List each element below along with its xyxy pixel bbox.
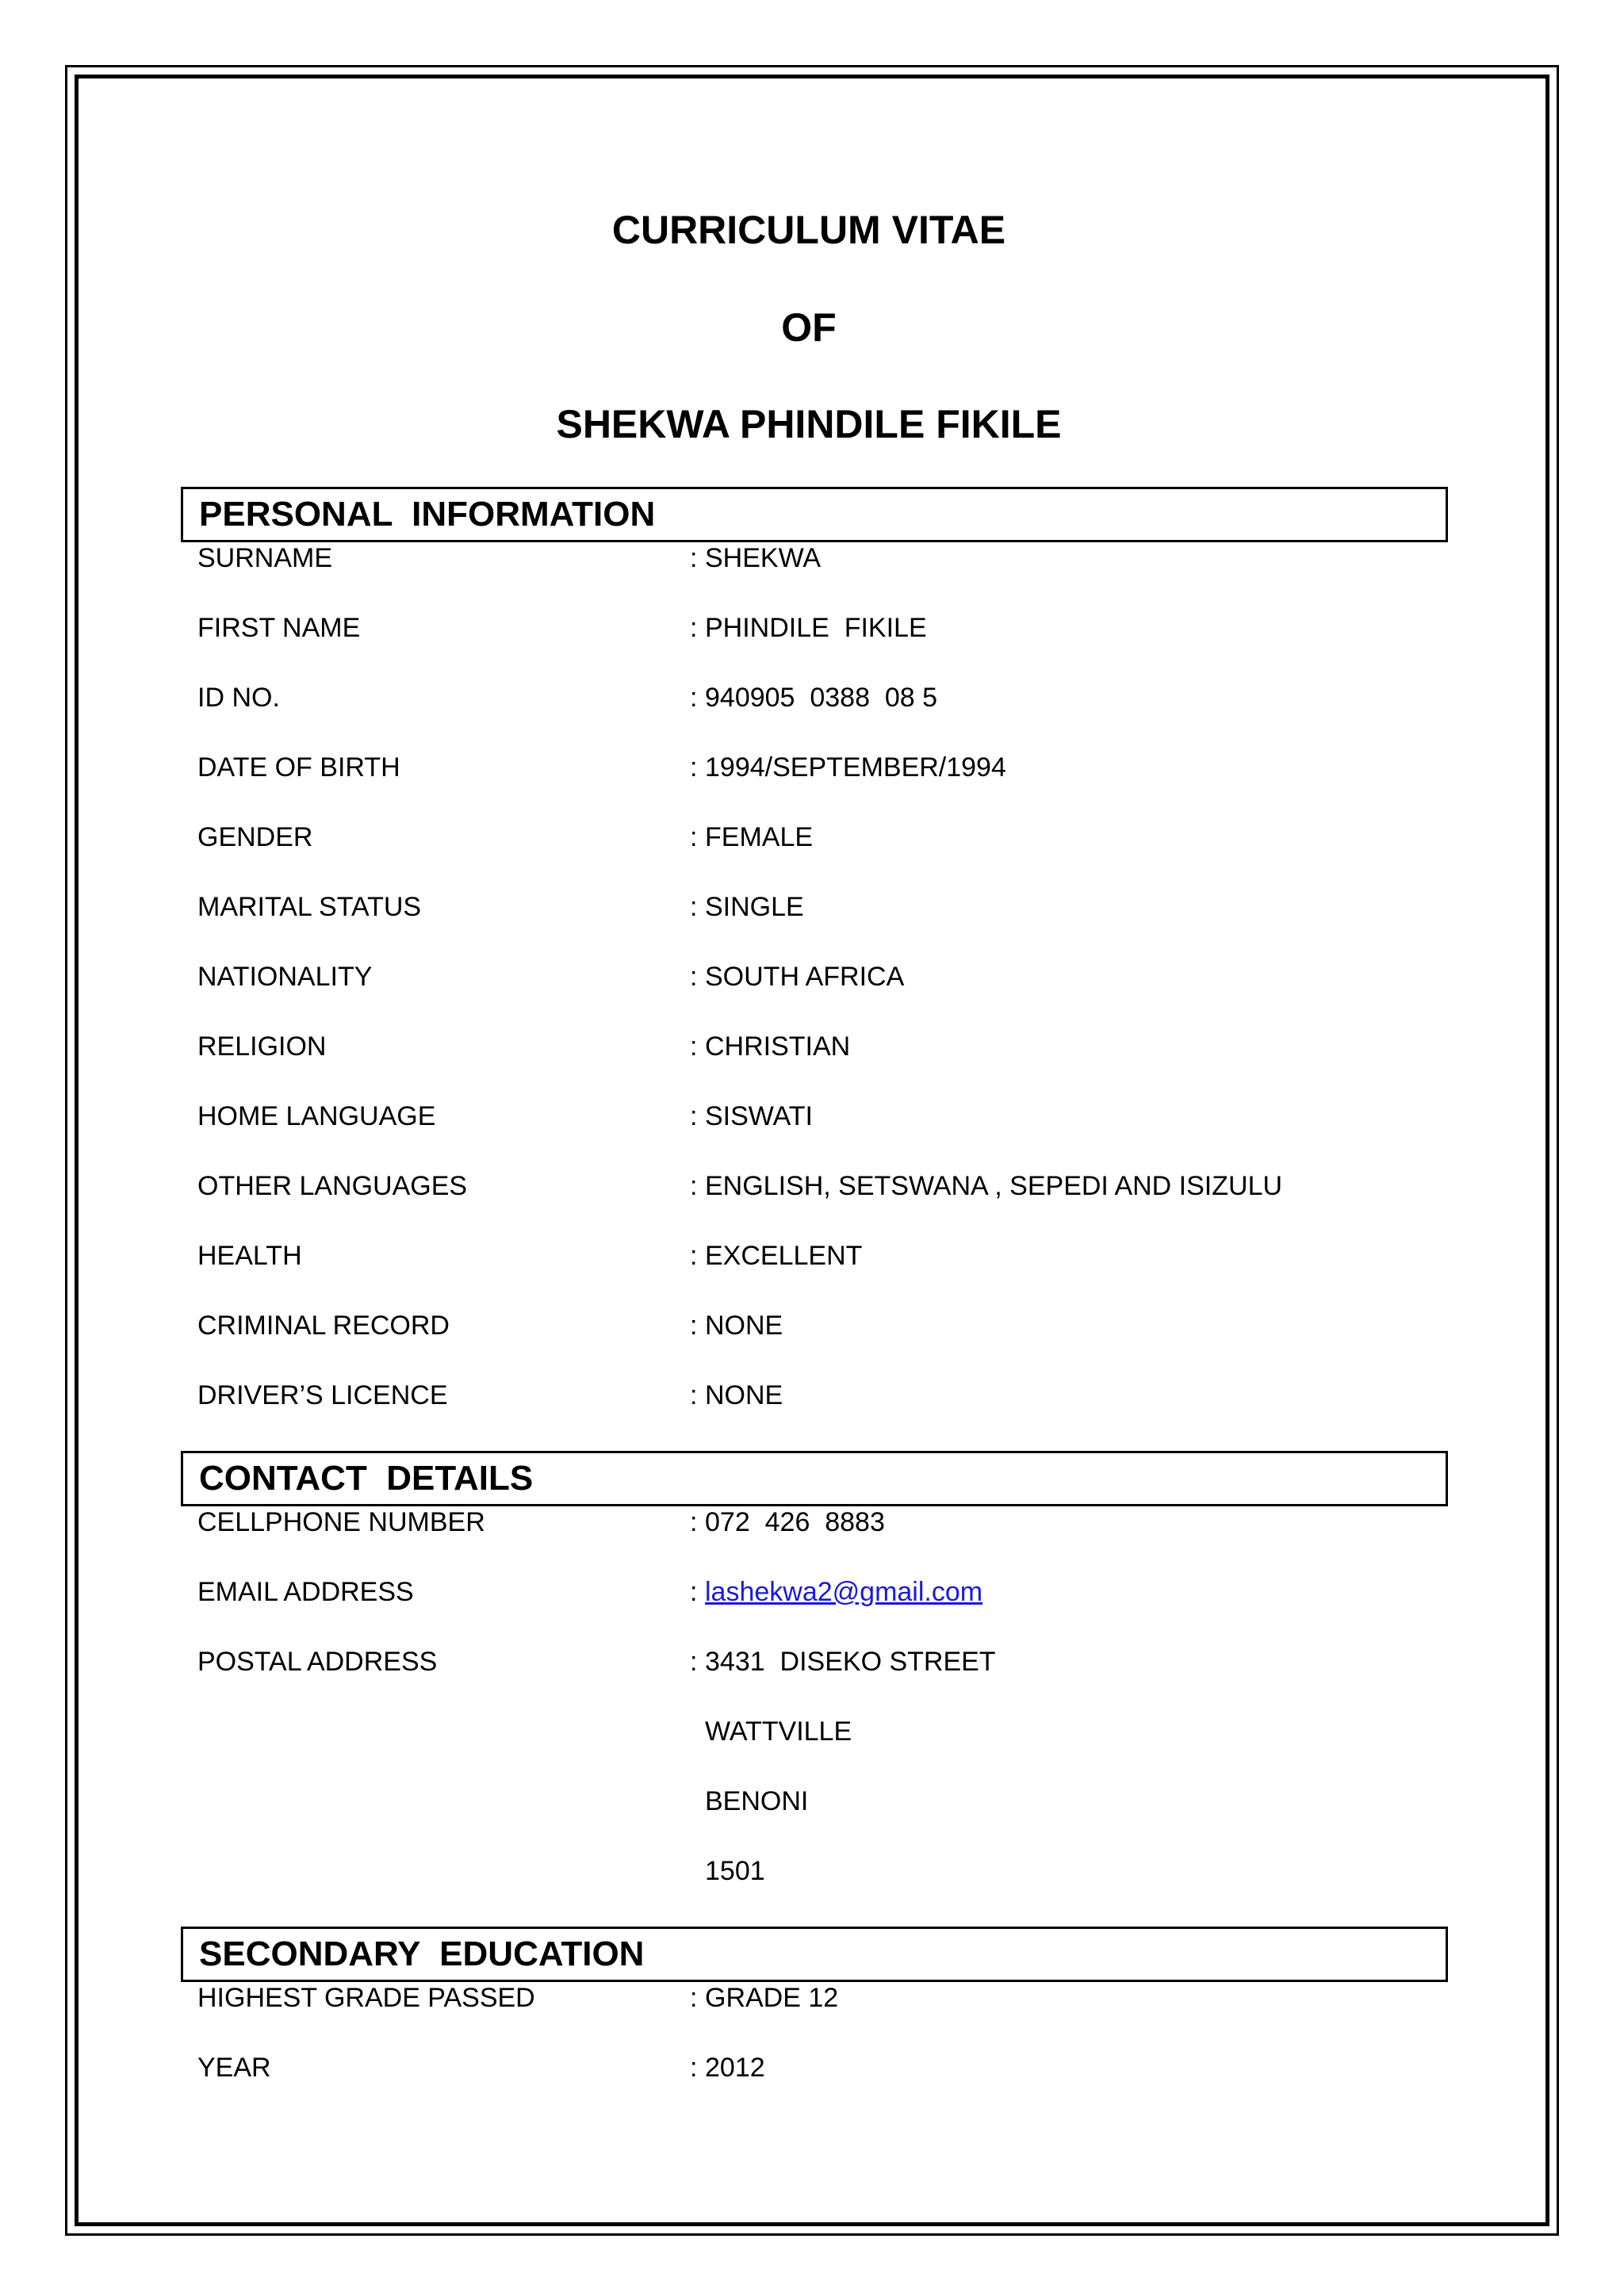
field-label: POSTAL ADDRESS <box>197 1647 438 1677</box>
field-value: 1994/SEPTEMBER/1994 <box>705 752 1006 783</box>
section-heading-secondary-education: SECONDARY EDUCATION <box>181 1927 1448 1982</box>
email-link[interactable]: lashekwa2@gmail.com <box>705 1577 983 1607</box>
field-label: MARITAL STATUS <box>197 892 422 922</box>
field-label: FIRST NAME <box>197 613 361 643</box>
field-label: DRIVER’S LICENCE <box>197 1380 448 1410</box>
field-value: SOUTH AFRICA <box>705 962 905 992</box>
field-value: 072 426 8883 <box>705 1507 885 1537</box>
field-label: YEAR <box>197 2053 271 2083</box>
postal-address-line: WATTVILLE <box>705 1716 852 1747</box>
field-row-first-name <box>0 610 1624 645</box>
field-value: NONE <box>705 1311 783 1341</box>
field-label: HEALTH <box>197 1241 302 1271</box>
colon: : <box>690 1507 698 1537</box>
field-label: OTHER LANGUAGES <box>197 1171 468 1201</box>
field-value: SISWATI <box>705 1101 813 1131</box>
field-label: GENDER <box>197 822 313 852</box>
postal-address-row <box>0 1714 1624 1749</box>
colon: : <box>690 892 698 922</box>
document-title: CURRICULUM VITAE <box>611 208 1006 252</box>
field-label: EMAIL ADDRESS <box>197 1577 414 1607</box>
field-row-gender <box>0 820 1624 855</box>
field-value: CHRISTIAN <box>705 1031 851 1062</box>
field-row-postal-address <box>0 1644 1624 1679</box>
colon: : <box>690 1577 698 1607</box>
colon: : <box>690 1983 698 2013</box>
field-value: ENGLISH, SETSWANA , SEPEDI AND ISIZULU <box>705 1171 1283 1201</box>
colon: : <box>690 1380 698 1410</box>
colon: : <box>690 1171 698 1201</box>
field-row-other-languages <box>0 1169 1624 1203</box>
colon: : <box>690 613 698 643</box>
postal-address-line: 1501 <box>705 1856 765 1886</box>
field-label: CELLPHONE NUMBER <box>197 1507 485 1537</box>
field-value: EXCELLENT <box>705 1241 863 1271</box>
field-row-criminal-record <box>0 1308 1624 1343</box>
field-value: PHINDILE FIKILE <box>705 613 927 643</box>
field-row-highest-grade-passed <box>0 1980 1624 2015</box>
field-label: RELIGION <box>197 1031 327 1062</box>
colon: : <box>690 1647 698 1677</box>
colon: : <box>690 1241 698 1271</box>
postal-address-row <box>0 1854 1624 1888</box>
section-heading-personal-information: PERSONAL INFORMATION <box>181 487 1448 542</box>
colon: : <box>690 1101 698 1131</box>
colon: : <box>690 1031 698 1062</box>
field-row-email-address <box>0 1575 1624 1609</box>
field-row-date-of-birth <box>0 750 1624 785</box>
field-row-drivers-licence <box>0 1378 1624 1413</box>
field-row-surname <box>0 541 1624 576</box>
colon: : <box>690 2053 698 2083</box>
field-value: 940905 0388 08 5 <box>705 683 938 713</box>
field-value: SHEKWA <box>705 543 822 573</box>
field-row-nationality <box>0 959 1624 994</box>
title-of: OF <box>781 305 837 350</box>
colon: : <box>690 1311 698 1341</box>
section-heading-contact-details: CONTACT DETAILS <box>181 1451 1448 1506</box>
field-value: SINGLE <box>705 892 804 922</box>
colon: : <box>690 683 698 713</box>
field-label: HOME LANGUAGE <box>197 1101 436 1131</box>
field-row-cellphone-number <box>0 1505 1624 1540</box>
candidate-name: SHEKWA PHINDILE FIKILE <box>556 402 1062 446</box>
page-border-inner <box>75 75 1549 2226</box>
field-label: SURNAME <box>197 543 333 573</box>
field-row-marital-status <box>0 890 1624 924</box>
field-value: FEMALE <box>705 822 814 852</box>
field-label: ID NO. <box>197 683 280 713</box>
colon: : <box>690 822 698 852</box>
postal-address-line: BENONI <box>705 1786 809 1816</box>
field-label: CRIMINAL RECORD <box>197 1311 450 1341</box>
field-value: GRADE 12 <box>705 1983 839 2013</box>
field-label: NATIONALITY <box>197 962 373 992</box>
field-value: 2012 <box>705 2053 765 2083</box>
colon: : <box>690 543 698 573</box>
field-row-health <box>0 1238 1624 1273</box>
postal-address-row <box>0 1784 1624 1819</box>
colon: : <box>690 962 698 992</box>
field-row-home-language <box>0 1099 1624 1134</box>
colon: : <box>690 752 698 783</box>
field-label: HIGHEST GRADE PASSED <box>197 1983 535 2013</box>
field-row-id-no <box>0 680 1624 715</box>
field-row-religion <box>0 1029 1624 1064</box>
postal-address-line: 3431 DISEKO STREET <box>705 1647 996 1677</box>
field-value: NONE <box>705 1380 783 1410</box>
field-row-year <box>0 2050 1624 2085</box>
field-label: DATE OF BIRTH <box>197 752 400 783</box>
